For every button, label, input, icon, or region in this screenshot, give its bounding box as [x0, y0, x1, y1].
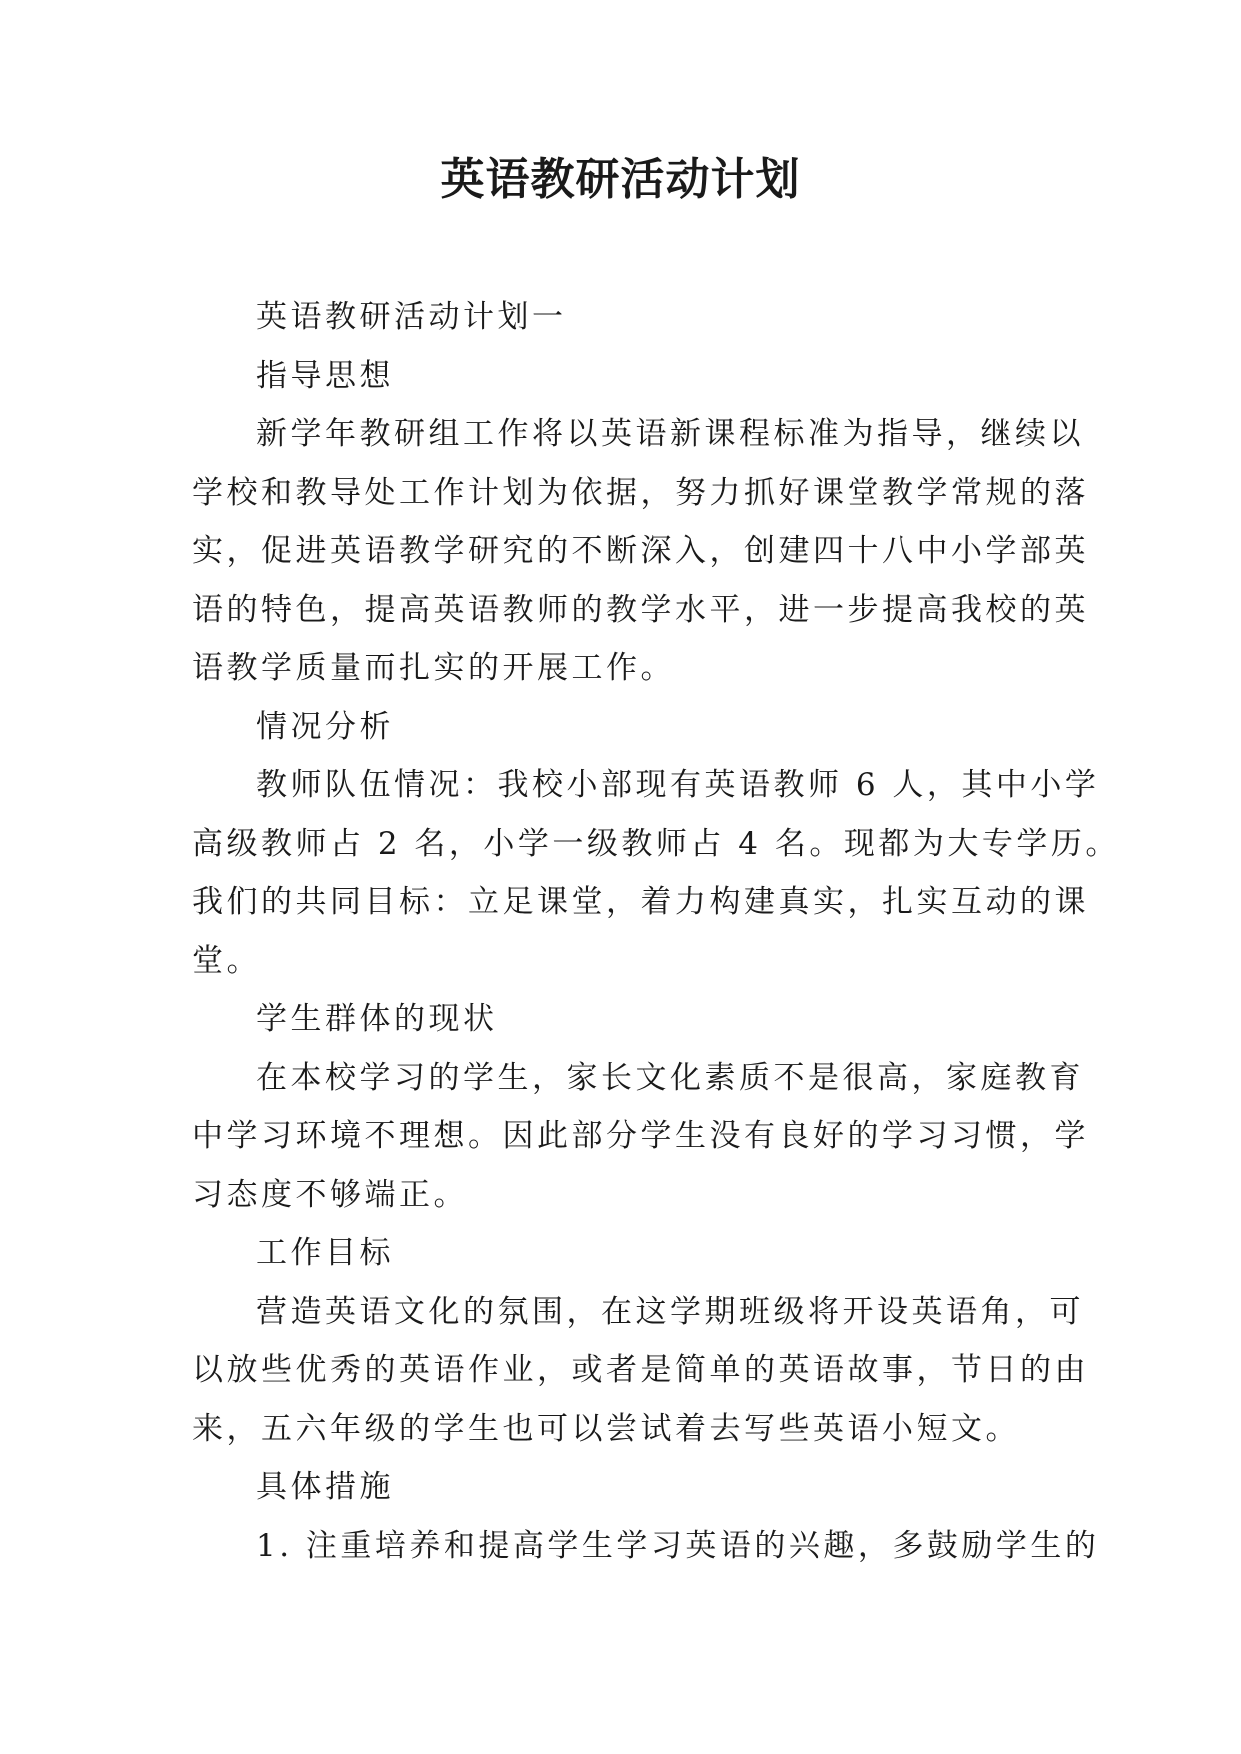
paragraph-line: 高级教师占 2 名，小学一级教师占 4 名。现都为大专学历。 [192, 825, 1120, 862]
paragraph-line-indented: 营造英语文化的氛围，在这学期班级将开设英语角，可 [256, 1293, 1084, 1330]
document-title: 英语教研活动计划 [440, 154, 801, 205]
paragraph-line-indented: 英语教研活动计划一 [256, 299, 567, 335]
paragraph-line-indented: 新学年教研组工作将以英语新课程标准为指导，继续以 [256, 416, 1084, 452]
paragraph-line: 学校和教导处工作计划为依据，努力抓好课堂教学常规的落 [192, 474, 1089, 511]
paragraph-line-indented: 指导思想 [256, 357, 394, 394]
paragraph-line: 以放些优秀的英语作业，或者是简单的英语故事，节日的由 [192, 1352, 1089, 1388]
paragraph-line: 堂。 [192, 942, 261, 979]
paragraph-line-indented: 具体措施 [256, 1469, 394, 1505]
paragraph-line-indented: 1. 注重培养和提高学生学习英语的兴趣，多鼓励学生的 [256, 1527, 1100, 1564]
paragraph-line-indented: 工作目标 [256, 1235, 394, 1271]
paragraph-line-indented: 情况分析 [256, 708, 394, 745]
paragraph-line: 习态度不够端正。 [192, 1176, 468, 1213]
paragraph-line: 我们的共同目标：立足课堂，着力构建真实，扎实互动的课 [192, 884, 1089, 920]
paragraph-line: 中学习环境不理想。因此部分学生没有良好的学习习惯，学 [192, 1118, 1089, 1154]
paragraph-line: 语的特色，提高英语教师的教学水平，进一步提高我校的英 [192, 591, 1089, 628]
paragraph-line-indented: 教师队伍情况：我校小部现有英语教师 6 人，其中小学 [256, 767, 1100, 803]
paragraph-line: 实，促进英语教学研究的不断深入，创建四十八中小学部英 [192, 533, 1089, 569]
paragraph-line: 来，五六年级的学生也可以尝试着去写些英语小短文。 [192, 1410, 1020, 1447]
document-body [192, 288, 1120, 1575]
paragraph-line: 语教学质量而扎实的开展工作。 [192, 650, 675, 686]
paragraph-line-indented: 在本校学习的学生，家长文化素质不是很高，家庭教育 [256, 1059, 1084, 1096]
paragraph-line-indented: 学生群体的现状 [256, 1001, 498, 1037]
